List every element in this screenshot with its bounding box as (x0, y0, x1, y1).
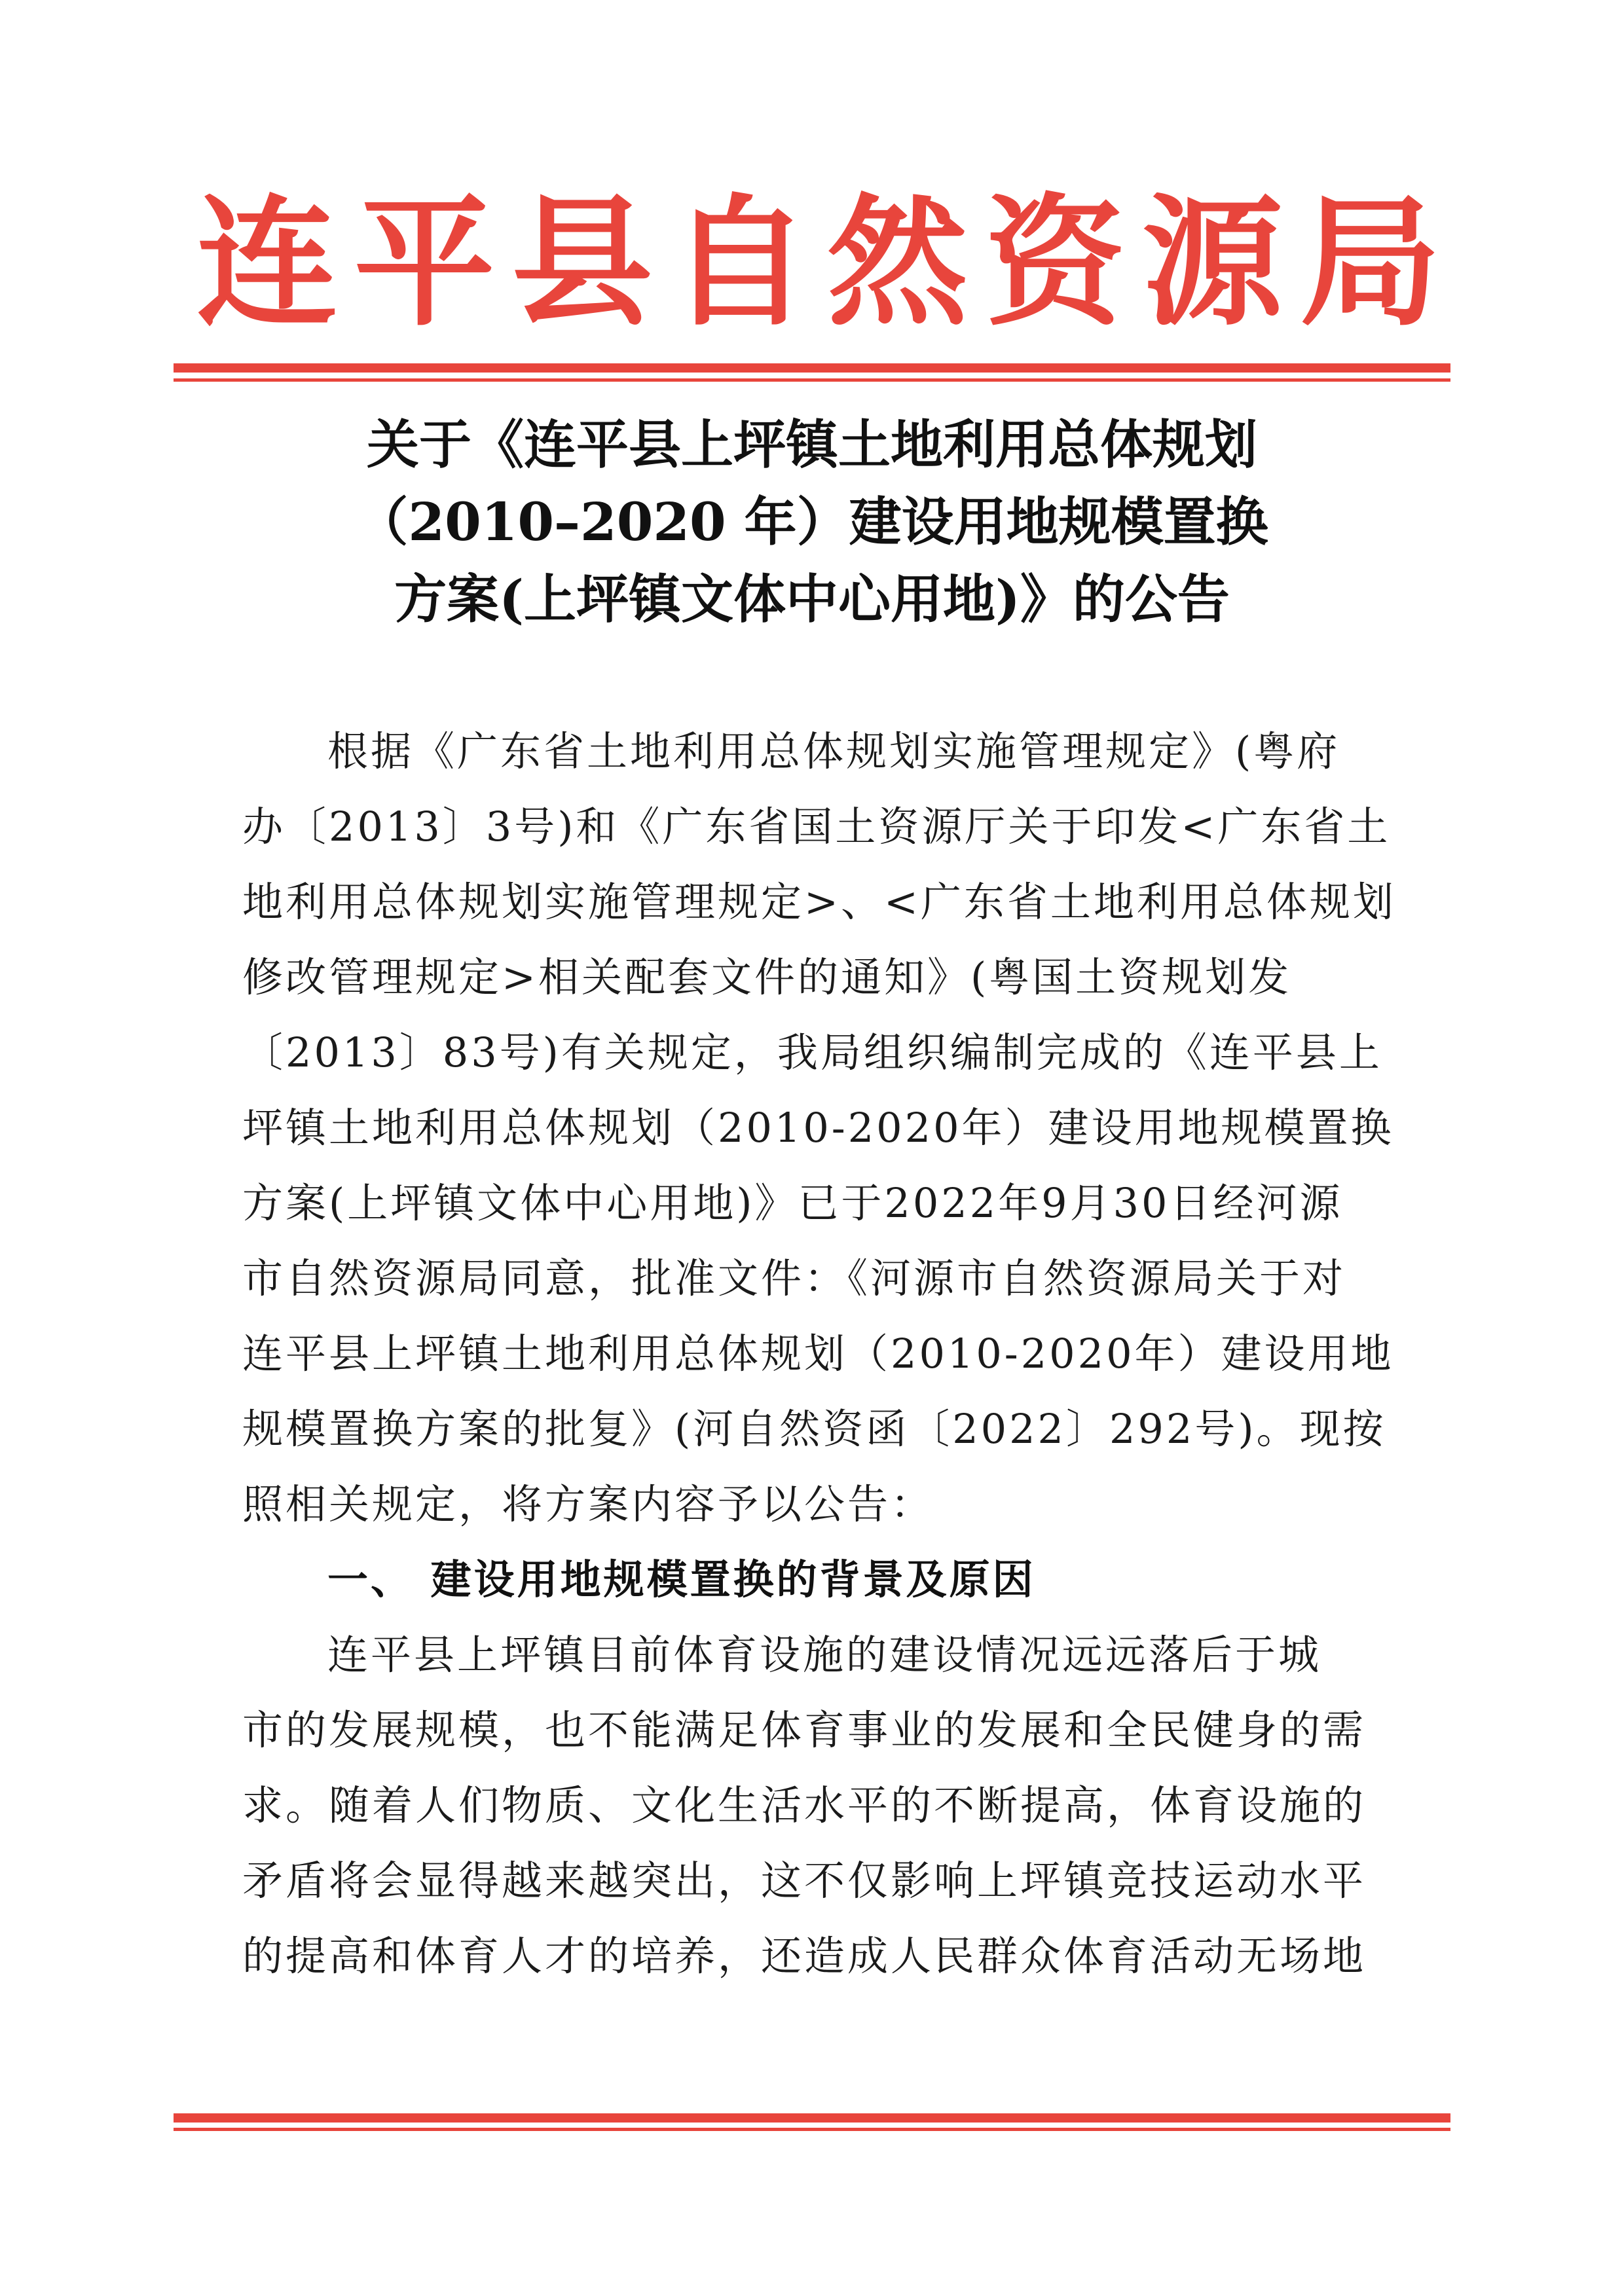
section-heading: 一、 建设用地规模置换的背景及原因 (327, 1556, 1036, 1603)
paragraph-line: 连平县上坪镇土地利用总体规划（2010-2020年）建设用地 (242, 1330, 1394, 1377)
org-char: 平 (354, 179, 495, 345)
org-char: 资 (984, 179, 1126, 345)
title-line: （2010–2020 年）建设用地规模置换 (356, 491, 1268, 553)
paragraph-line: 市自然资源局同意，批准文件：《河源市自然资源局关于对 (242, 1254, 1346, 1302)
paragraph-line: 方案(上坪镇文体中心用地)》已于2022年9月30日经河源 (242, 1179, 1343, 1227)
paragraph-line: 矛盾将会显得越来越突出，这不仅影响上坪镇竞技运动水平 (242, 1857, 1367, 1904)
footer-divider-thin (174, 2128, 1450, 2131)
paragraph-line: 求。随着人们物质、文化生活水平的不断提高，体育设施的 (242, 1781, 1367, 1829)
paragraph-line: 办〔2013〕3号)和《广东省国土资源厅关于印发<广东省土 (242, 803, 1391, 850)
org-char: 自 (669, 179, 811, 345)
paragraph-line: 市的发展规模，也不能满足体育事业的发展和全民健身的需 (242, 1706, 1367, 1754)
paragraph-line: 连平县上坪镇目前体育设施的建设情况远远落后于城 (327, 1631, 1322, 1679)
issuing-organization-header (196, 177, 1441, 347)
org-char: 县 (511, 179, 653, 345)
paragraph-line: 规模置换方案的批复》(河自然资函〔2022〕292号)。现按 (242, 1405, 1386, 1453)
paragraph-line: 地利用总体规划实施管理规定>、<广东省土地利用总体规划 (242, 878, 1396, 926)
paragraph-line: 照相关规定，将方案内容予以公告： (242, 1480, 934, 1528)
title-line: 方案(上坪镇文体中心用地)》的公告 (394, 568, 1230, 630)
org-char: 连 (196, 179, 337, 345)
document-body (242, 714, 1396, 1994)
header-divider-thin (174, 378, 1450, 382)
paragraph-line: 的提高和体育人才的培养，还造成人民群众体育活动无场地 (242, 1932, 1367, 1980)
org-char: 源 (1142, 179, 1283, 345)
org-char: 然 (826, 179, 968, 345)
paragraph-line: 修改管理规定>相关配套文件的通知》(粤国土资规划发 (242, 953, 1292, 1001)
document-title (196, 406, 1428, 638)
paragraph-line: 坪镇土地利用总体规划（2010-2020年）建设用地规模置换 (242, 1104, 1394, 1152)
footer-divider-thick (174, 2113, 1450, 2123)
header-divider-thick (174, 363, 1450, 373)
title-line: 关于《连平县上坪镇土地利用总体规划 (367, 414, 1257, 475)
paragraph-line: 〔2013〕83号)有关规定，我局组织编制完成的《连平县上 (242, 1029, 1382, 1076)
paragraph-line: 根据《广东省土地利用总体规划实施管理规定》(粤府 (327, 727, 1340, 775)
org-char: 局 (1299, 179, 1441, 345)
